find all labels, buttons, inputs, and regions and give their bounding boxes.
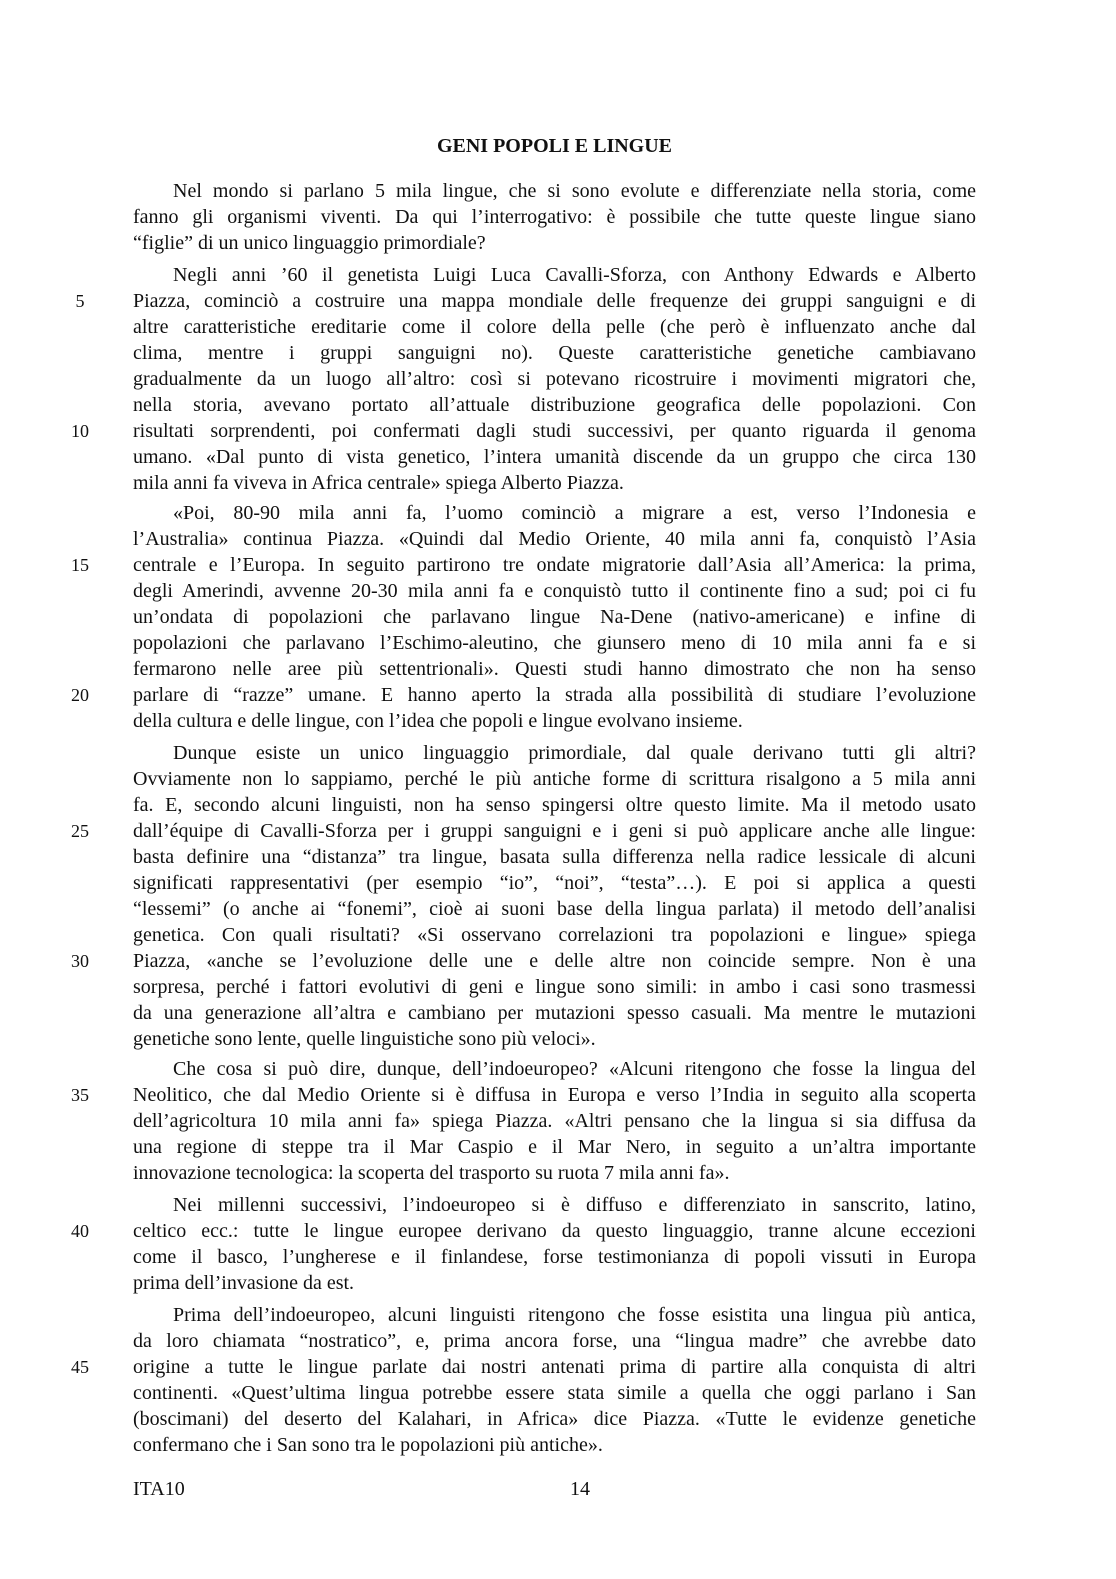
page-number: 14 — [570, 1478, 590, 1500]
text-line: Che cosa si può dire, dunque, dell’indoeuropeo? «Alcuni ritengono che fosse la lingua del — [173, 1058, 976, 1080]
text-line: genetiche sono lente, quelle linguistiche sono più veloci». — [133, 1028, 596, 1050]
line-number: 10 — [71, 421, 89, 441]
text-line: (boscimani) del deserto del Kalahari, in Africa» dice Piazza. «Tutte le evidenze genetiche — [133, 1408, 976, 1430]
text-line: fermarono nelle aree più settentrionali». Questi studi hanno dimostrato che non ha senso — [133, 658, 976, 680]
text-line: Ovviamente non lo sappiamo, perché le più antiche forme di scrittura risalgono a 5 mila anni — [133, 768, 976, 790]
line-number: 35 — [71, 1085, 89, 1105]
text-line: Nei millenni successivi, l’indoeuropeo si è diffuso e differenziato in sanscrito, latino, — [173, 1194, 976, 1216]
text-line: mila anni fa viveva in Africa centrale» spiega Alberto Piazza. — [133, 472, 624, 494]
text-line: della cultura e delle lingue, con l’idea che popoli e lingue evolvano insieme. — [133, 710, 743, 732]
line-number: 25 — [71, 821, 89, 841]
text-line: confermano che i San sono tra le popolazioni più antiche». — [133, 1434, 603, 1456]
text-line: continenti. «Quest’ultima lingua potrebbe essere stata simile a quella che oggi parlano i San — [133, 1382, 976, 1404]
text-line: “lessemi” (o anche ai “fonemi”, cioè ai suoni base della lingua parlata) il metodo dell’analisi — [133, 898, 976, 920]
text-line: risultati sorprendenti, poi confermati dagli studi successivi, per quanto riguarda il genoma — [133, 420, 976, 442]
text-line: Prima dell’indoeuropeo, alcuni linguisti ritengono che fosse esistita una lingua più antica, — [173, 1304, 976, 1326]
line-number: 15 — [71, 555, 89, 575]
document-code: ITA10 — [133, 1478, 185, 1500]
text-line: degli Amerindi, avvenne 20-30 mila anni fa e conquistò tutto il continente fino a sud; poi ci fu — [133, 580, 976, 602]
text-line: come il basco, l’ungherese e il finlandese, forse testimonianza di popoli vissuti in Europa — [133, 1246, 976, 1268]
text-line: una regione di steppe tra il Mar Caspio e il Mar Nero, in seguito a un’altra importante — [133, 1136, 976, 1158]
text-line: “figlie” di un unico linguaggio primordiale? — [133, 232, 486, 254]
text-line: origine a tutte le lingue parlate dai nostri antenati prima di partire alla conquista di altri — [133, 1356, 976, 1378]
text-line: significati rappresentativi (per esempio “io”, “noi”, “testa”…). E poi si applica a questi — [133, 872, 976, 894]
text-line: innovazione tecnologica: la scoperta del trasporto su ruota 7 mila anni fa». — [133, 1162, 730, 1184]
text-line: Dunque esiste un unico linguaggio primordiale, dal quale derivano tutti gli altri? — [173, 742, 976, 764]
text-line: da loro chiamata “nostratico”, e, prima ancora forse, una “lingua madre” che avrebbe dato — [133, 1330, 976, 1352]
page-title: GENI POPOLI E LINGUE — [436, 135, 673, 157]
text-line: altre caratteristiche ereditarie come il colore della pelle (che però è influenzato anche dal — [133, 316, 976, 338]
text-line: genetica. Con quali risultati? «Si osservano correlazioni tra popolazioni e lingue» spiega — [133, 924, 976, 946]
text-line: Negli anni ’60 il genetista Luigi Luca Cavalli-Sforza, con Anthony Edwards e Alberto — [173, 264, 976, 286]
line-number: 20 — [71, 685, 89, 705]
text-line: umano. «Dal punto di vista genetico, l’intera umanità discende da un gruppo che circa 130 — [133, 446, 976, 468]
text-line: basta definire una “distanza” tra lingue, basata sulla differenza nella radice lessicale di alcuni — [133, 846, 976, 868]
text-line: fa. E, secondo alcuni linguisti, non ha senso spingersi oltre questo limite. Ma il metodo usato — [133, 794, 976, 816]
text-line: popolazioni che parlavano l’Eschimo-aleutino, che giunsero meno di 10 mila anni fa e si — [133, 632, 976, 654]
text-line: Neolitico, che dal Medio Oriente si è diffusa in Europa e verso l’India in seguito alla scoperta — [133, 1084, 976, 1106]
text-line: parlare di “razze” umane. E hanno aperto la strada alla possibilità di studiare l’evoluzione — [133, 684, 976, 706]
text-line: un’ondata di popolazioni che parlavano lingue Na-Dene (nativo-americane) e infine di — [133, 606, 976, 628]
text-line: gradualmente da un luogo all’altro: così si potevano ricostruire i movimenti migratori che, — [133, 368, 976, 390]
text-line: fanno gli organismi viventi. Da qui l’interrogativo: è possibile che tutte queste lingue siano — [133, 206, 976, 228]
text-line: celtico ecc.: tutte le lingue europee derivano da questo linguaggio, tranne alcune eccezioni — [133, 1220, 976, 1242]
line-number: 40 — [71, 1221, 89, 1241]
text-line: clima, mentre i gruppi sanguigni no). Queste caratteristiche genetiche cambiavano — [133, 342, 976, 364]
line-number: 45 — [71, 1357, 89, 1377]
text-line: dell’agricoltura 10 mila anni fa» spiega Piazza. «Altri pensano che la lingua si sia diffusa da — [133, 1110, 976, 1132]
text-line: prima dell’invasione da est. — [133, 1272, 355, 1294]
text-line: centrale e l’Europa. In seguito partirono tre ondate migratorie dall’Asia all’America: la prima, — [133, 554, 976, 576]
text-line: «Poi, 80-90 mila anni fa, l’uomo cominciò a migrare a est, verso l’Indonesia e — [173, 502, 976, 524]
text-line: dall’équipe di Cavalli-Sforza per i gruppi sanguigni e i geni si può applicare anche alle lingue: — [133, 820, 976, 842]
line-number: 30 — [71, 951, 89, 971]
text-line: Nel mondo si parlano 5 mila lingue, che si sono evolute e differenziate nella storia, come — [173, 180, 976, 202]
text-line: nella storia, avevano portato all’attuale distribuzione geografica delle popolazioni. Con — [133, 394, 976, 416]
text-line: l’Australia» continua Piazza. «Quindi dal Medio Oriente, 40 mila anni fa, conquistò l’Asia — [133, 528, 976, 550]
text-line: sorpresa, perché i fattori evolutivi di geni e lingue sono simili: in ambo i casi sono trasmessi — [133, 976, 976, 998]
text-line: Piazza, cominciò a costruire una mappa mondiale delle frequenze dei gruppi sanguigni e di — [133, 290, 976, 312]
text-line: da una generazione all’altra e cambiano per mutazioni spesso casuali. Ma mentre le mutazioni — [133, 1002, 976, 1024]
text-line: Piazza, «anche se l’evoluzione delle une e delle altre non coincide sempre. Non è una — [133, 950, 976, 972]
line-number: 5 — [75, 291, 85, 311]
